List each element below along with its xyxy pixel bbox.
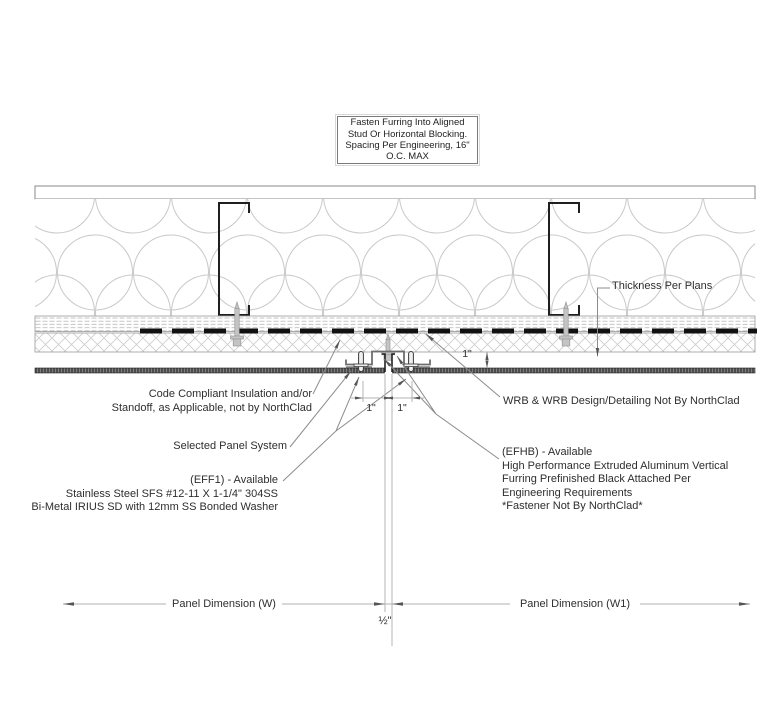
label-line: Engineering Requirements [502, 486, 633, 499]
panel-system-label: Selected Panel System [173, 440, 287, 452]
extension-lines [363, 374, 412, 646]
label-line: *Fastener Not By NorthClad* [502, 500, 643, 512]
thickness-label: Thickness Per Plans [612, 280, 713, 292]
label-line: (EFHB) - Available [502, 446, 593, 458]
note-line: O.C. MAX [386, 151, 429, 163]
efhb-furring-label [502, 446, 728, 514]
label-line: Furring Prefinished Black Attached Per [502, 473, 691, 485]
wrb-label: WRB & WRB Design/Detailing Not By NorthClad [503, 395, 740, 407]
engineering-note-box [337, 116, 478, 164]
note-line: Fasten Furring Into Aligned [350, 117, 465, 129]
dim-panel-w: Panel Dimension (W) [172, 598, 276, 610]
label-line: Code Compliant Insulation and/or [148, 388, 312, 400]
cavity-dimension [485, 352, 488, 368]
dim-1in-left: 1" [366, 402, 376, 414]
stud-wall-band [35, 186, 755, 199]
dim-panel-w1: Panel Dimension (W1) [519, 598, 631, 610]
note-line: Spacing Per Engineering, 16" [345, 140, 470, 151]
dim-half-inch: ½" [378, 615, 392, 627]
label-line: High Performance Extruded Aluminum Vertical [502, 459, 729, 472]
sheathing-crosshatch-band [35, 333, 755, 352]
panel-left [35, 368, 385, 373]
label-line: Standoff, as Applicable, not by NorthClad [111, 401, 312, 414]
insulation-batt-zone [35, 199, 755, 316]
dim-1in-cavity: 1" [462, 348, 472, 360]
label-line: Bi-Metal IRIUS SD with 12mm SS Bonded Washer [31, 501, 278, 513]
note-line: Stud Or Horizontal Blocking. [347, 128, 468, 140]
panel-right [393, 368, 756, 373]
label-line: Stainless Steel SFS #12-11 X 1-1/4" 304SS [65, 487, 278, 500]
label-line: (EFF1) - Available [190, 474, 278, 486]
insulation-standoff-label [112, 388, 312, 415]
eff1-fastener-label [31, 474, 278, 515]
dim-1in-right: 1" [397, 402, 407, 414]
